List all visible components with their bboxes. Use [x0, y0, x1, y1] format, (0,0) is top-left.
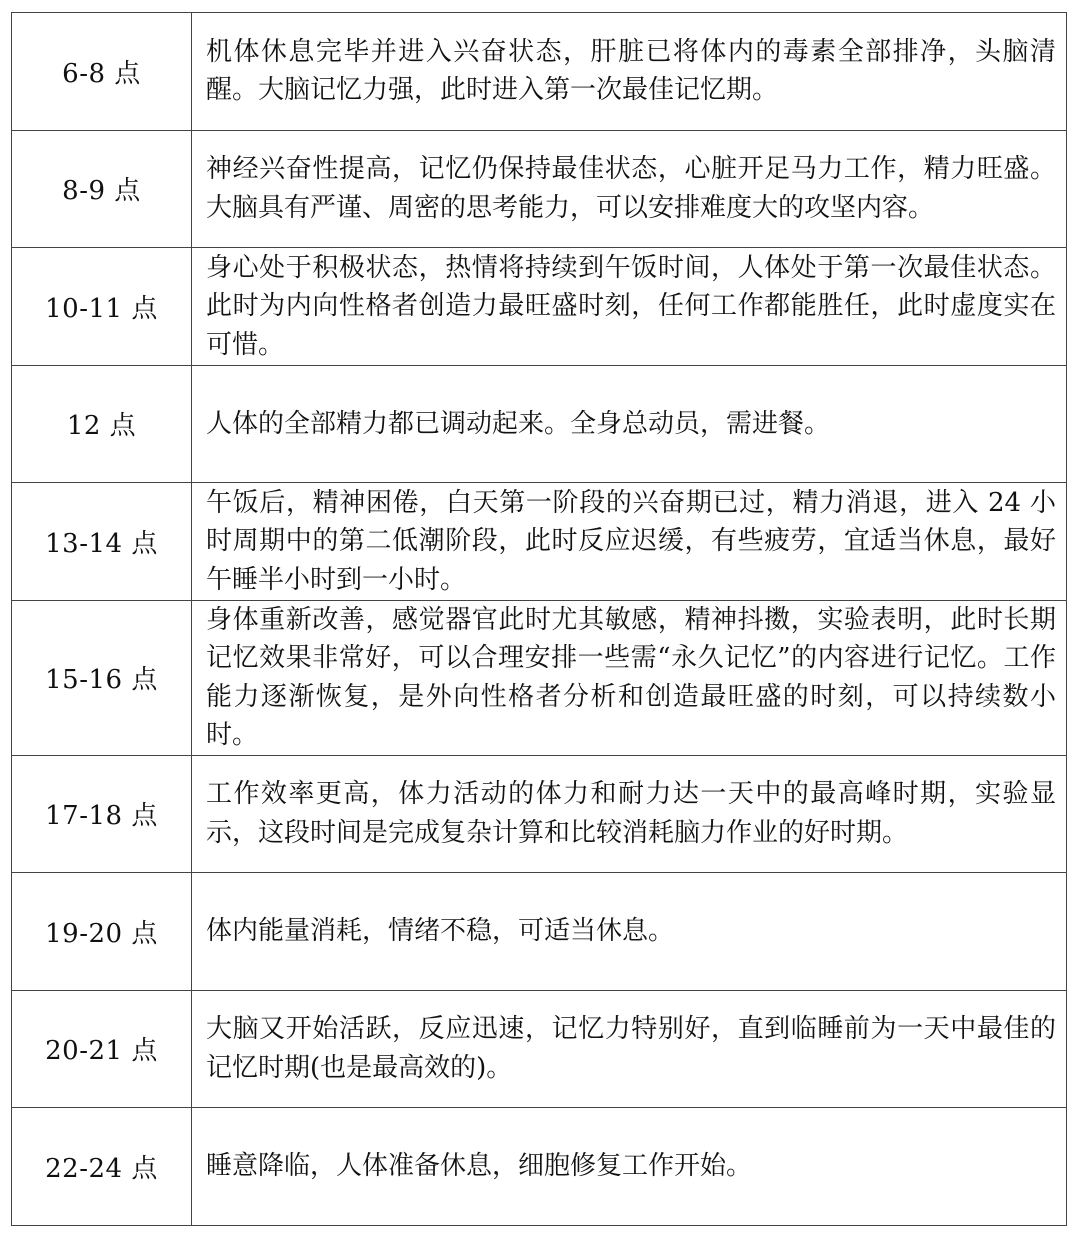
description-cell: 工作效率更高，体力活动的体力和耐力达一天中的最高峰时期，实验显示，这段时间是完成复杂计算和比较消耗脑力作业的好时期。 — [192, 755, 1067, 873]
time-cell: 12 点 — [12, 365, 192, 483]
schedule-table-body — [12, 13, 1067, 1226]
time-cell: 20-21 点 — [12, 990, 192, 1108]
table-row — [12, 248, 1067, 366]
description-cell: 身心处于积极状态，热情将持续到午饭时间，人体处于第一次最佳状态。此时为内向性格者创造力最旺盛时刻，任何工作都能胜任，此时虚度实在可惜。 — [192, 248, 1067, 366]
table-row — [12, 13, 1067, 131]
time-cell: 19-20 点 — [12, 873, 192, 991]
time-cell: 10-11 点 — [12, 248, 192, 366]
time-cell: 13-14 点 — [12, 483, 192, 601]
table-row — [12, 990, 1067, 1108]
table-row — [12, 365, 1067, 483]
schedule-table — [11, 12, 1067, 1226]
table-row — [12, 600, 1067, 755]
time-cell: 6-8 点 — [12, 13, 192, 131]
table-row — [12, 130, 1067, 248]
description-cell: 大脑又开始活跃，反应迅速，记忆力特别好，直到临睡前为一天中最佳的记忆时期(也是最高效的)。 — [192, 990, 1067, 1108]
table-row — [12, 1108, 1067, 1226]
table-row — [12, 755, 1067, 873]
description-cell: 身体重新改善，感觉器官此时尤其敏感，精神抖擞，实验表明，此时长期记忆效果非常好，可以合理安排一些需“永久记忆”的内容进行记忆。工作能力逐渐恢复，是外向性格者分析和创造最旺盛的时刻，可以持续数小时。 — [192, 600, 1067, 755]
time-cell: 15-16 点 — [12, 600, 192, 755]
table-row — [12, 873, 1067, 991]
description-cell: 人体的全部精力都已调动起来。全身总动员，需进餐。 — [192, 365, 1067, 483]
time-cell: 22-24 点 — [12, 1108, 192, 1226]
table-row — [12, 483, 1067, 601]
time-cell: 17-18 点 — [12, 755, 192, 873]
description-cell: 机体休息完毕并进入兴奋状态，肝脏已将体内的毒素全部排净，头脑清醒。大脑记忆力强，此时进入第一次最佳记忆期。 — [192, 13, 1067, 131]
description-cell: 体内能量消耗，情绪不稳，可适当休息。 — [192, 873, 1067, 991]
description-cell: 睡意降临，人体准备休息，细胞修复工作开始。 — [192, 1108, 1067, 1226]
description-cell: 午饭后，精神困倦，白天第一阶段的兴奋期已过，精力消退，进入 24 小时周期中的第二低潮阶段，此时反应迟缓，有些疲劳，宜适当休息，最好午睡半小时到一小时。 — [192, 483, 1067, 601]
time-cell: 8-9 点 — [12, 130, 192, 248]
description-cell: 神经兴奋性提高，记忆仍保持最佳状态，心脏开足马力工作，精力旺盛。大脑具有严谨、周密的思考能力，可以安排难度大的攻坚内容。 — [192, 130, 1067, 248]
